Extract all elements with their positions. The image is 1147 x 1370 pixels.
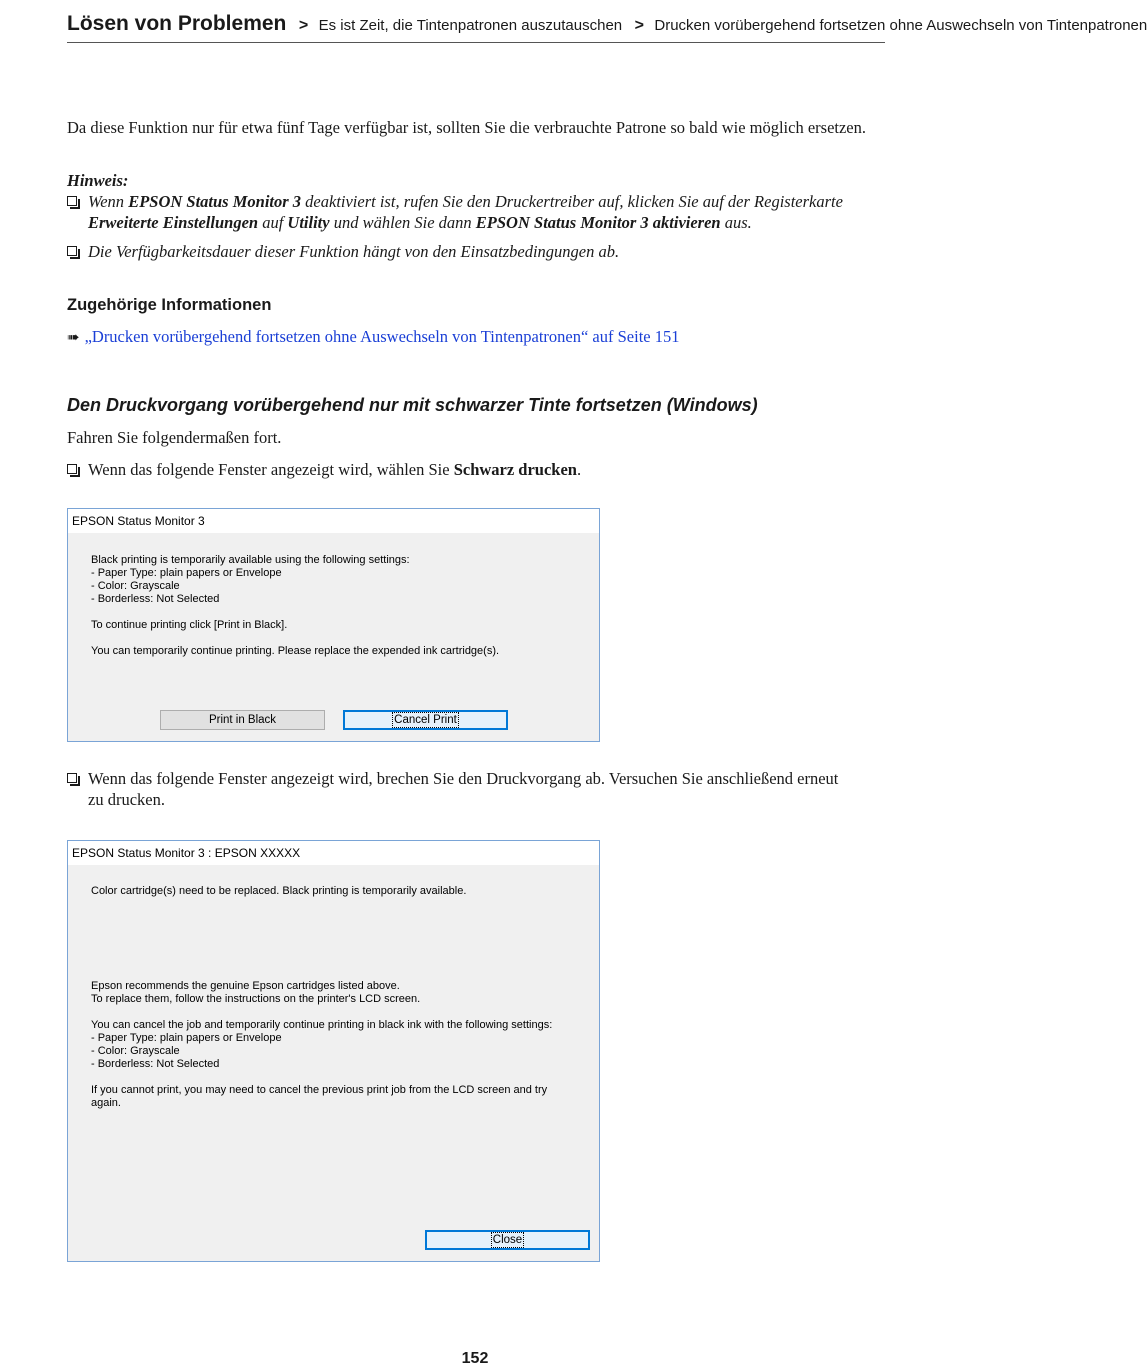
breadcrumb-item-section[interactable]: Es ist Zeit, die Tintenpatronen auszutauschen	[318, 17, 623, 34]
dialog-line: If you cannot print, you may need to cancel the previous print job from the LCD screen and try	[91, 1084, 548, 1096]
section-lead: Fahren Sie folgendermaßen fort.	[67, 428, 282, 447]
dialog-line: - Paper Type: plain papers or Envelope	[91, 1032, 282, 1044]
intro-paragraph: Da diese Funktion nur für etwa fünf Tage verfügbar ist, sollten Sie die verbrauchte Patrone so bald wie möglich ersetzen.	[67, 118, 867, 137]
step-item	[67, 459, 857, 480]
checkbox-bullet-icon	[67, 196, 77, 206]
dialog-line: - Borderless: Not Selected	[91, 593, 220, 605]
dialog-line: You can temporarily continue printing. Please replace the expended ink cartridge(s).	[91, 645, 500, 657]
note-item-text: Wenn EPSON Status Monitor 3 deaktiviert ist, rufen Sie den Druckertreiber auf, klicken Sie auf der Registerkarte Erweiterte Einstellungen auf Utility und wählen Sie dann EPSON Status Monitor 3 aktivieren aus.	[88, 192, 843, 232]
related-link[interactable]: „Drucken vorübergehend fortsetzen ohne Auswechseln von Tintenpatronen“ auf Seite 151	[84, 327, 680, 346]
related-info-heading: Zugehörige Informationen	[67, 296, 272, 314]
related-link-row	[67, 327, 680, 347]
dialog-line: Black printing is temporarily available using the following settings:	[91, 554, 410, 566]
close-button[interactable]: Close	[425, 1230, 590, 1250]
dialog-line: - Borderless: Not Selected	[91, 1058, 220, 1070]
dialog-title: EPSON Status Monitor 3	[68, 509, 599, 533]
dialog-line: To replace them, follow the instructions on the printer's LCD screen.	[91, 993, 421, 1005]
dialog-line: Epson recommends the genuine Epson cartridges listed above.	[91, 980, 400, 992]
section-heading: Den Druckvorgang vorübergehend nur mit schwarzer Tinte fortsetzen (Windows)	[67, 395, 758, 415]
cancel-print-button[interactable]: Cancel Print	[343, 710, 508, 730]
step-item-text: Wenn das folgende Fenster angezeigt wird, brechen Sie den Druckvorgang ab. Versuchen Sie anschließend erneut zu drucken.	[88, 769, 839, 809]
dialog-line: - Color: Grayscale	[91, 580, 180, 592]
breadcrumb-separator: >	[298, 17, 309, 34]
checkbox-bullet-icon	[67, 773, 77, 783]
status-monitor-dialog-printer	[67, 840, 600, 1262]
note-item-text: Die Verfügbarkeitsdauer dieser Funktion hängt von den Einsatzbedingungen ab.	[88, 242, 620, 261]
checkbox-bullet-icon	[67, 464, 77, 474]
note-item	[67, 241, 857, 262]
status-monitor-dialog	[67, 508, 600, 742]
note-label: Hinweis:	[67, 171, 129, 190]
dialog-line: To continue printing click [Print in Black].	[91, 619, 288, 631]
dialog-line: You can cancel the job and temporarily continue printing in black ink with the following settings:	[91, 1019, 553, 1031]
dialog-line: again.	[91, 1097, 121, 1109]
note-item	[67, 191, 857, 233]
checkbox-bullet-icon	[67, 246, 77, 256]
step-item	[67, 768, 857, 810]
dialog-title: EPSON Status Monitor 3 : EPSON XXXXX	[68, 841, 599, 865]
arrow-right-icon: ➠	[67, 330, 80, 346]
breadcrumb-item-current: Drucken vorübergehend fortsetzen ohne Auswechseln von Tintenpatronen	[654, 17, 1147, 34]
dialog-line: - Paper Type: plain papers or Envelope	[91, 567, 282, 579]
breadcrumb-separator: >	[634, 17, 644, 34]
dialog-message	[91, 980, 552, 1110]
dialog-line: Color cartridge(s) need to be replaced. Black printing is temporarily available.	[91, 885, 467, 897]
dialog-message	[91, 885, 466, 898]
breadcrumb	[67, 12, 1147, 43]
page-number: 152	[461, 1350, 489, 1367]
chapter-title: Lösen von Problemen	[67, 12, 287, 35]
print-in-black-button[interactable]: Print in Black	[160, 710, 325, 730]
step-item-text: Wenn das folgende Fenster angezeigt wird, wählen Sie Schwarz drucken.	[88, 460, 582, 479]
dialog-message	[91, 554, 499, 658]
dialog-line: - Color: Grayscale	[91, 1045, 180, 1057]
